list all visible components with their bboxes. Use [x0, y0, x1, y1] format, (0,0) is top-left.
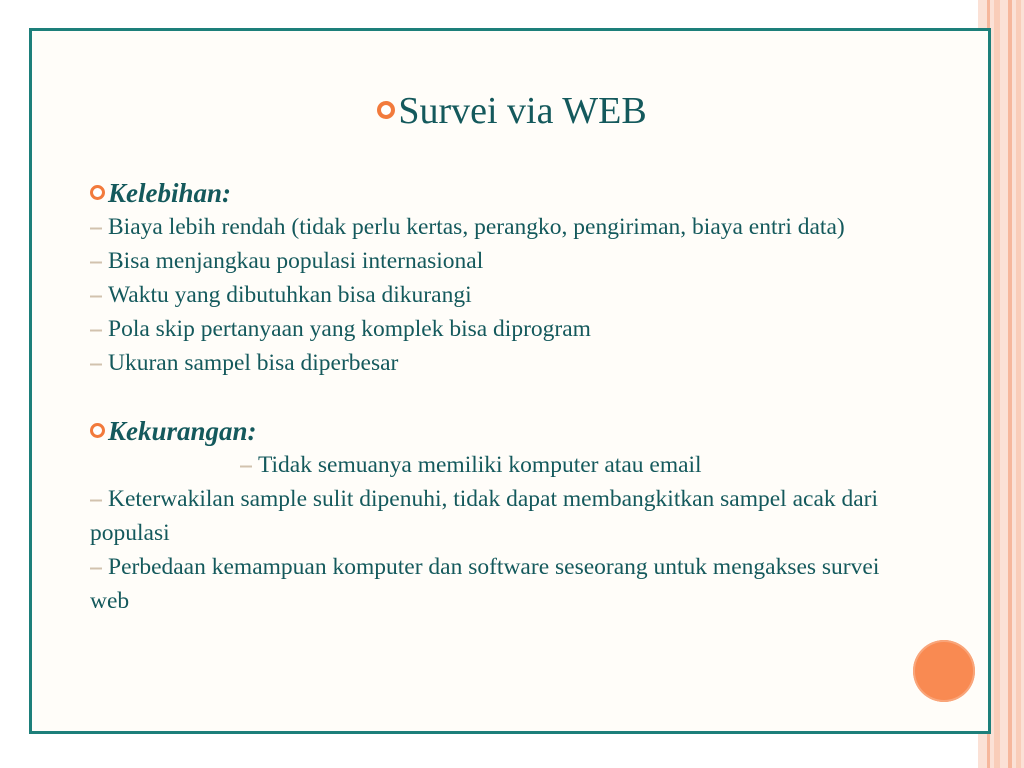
list-item-text: Pola skip pertanyaan yang komplek bisa diprogram	[108, 316, 591, 342]
ring-bullet-icon	[90, 185, 105, 200]
list-item-text: Keterwakilan sample sulit dipenuhi, tidak dapat membangkitkan sampel acak dari populasi	[90, 486, 879, 546]
dash-bullet-icon	[90, 565, 102, 571]
orange-circle-icon	[913, 640, 975, 702]
dash-bullet-icon	[90, 259, 102, 265]
list-item	[90, 346, 910, 380]
section-heading-advantages	[90, 176, 910, 210]
dash-bullet-icon	[90, 327, 102, 333]
section-heading-disadvantages	[90, 414, 910, 448]
section-spacer	[90, 380, 910, 414]
list-item	[90, 448, 910, 482]
dash-bullet-icon	[240, 463, 252, 469]
slide-title	[0, 92, 1024, 130]
list-item-text: Bisa menjangkau populasi internasional	[108, 248, 484, 274]
list-item	[90, 210, 910, 244]
list-item	[90, 482, 910, 550]
dash-bullet-icon	[90, 225, 102, 231]
section-heading-text: Kekurangan:	[108, 416, 257, 446]
list-item-text: Tidak semuanya memiliki komputer atau email	[258, 452, 702, 478]
ring-bullet-icon	[377, 101, 395, 119]
dash-bullet-icon	[90, 361, 102, 367]
dash-bullet-icon	[90, 293, 102, 299]
ring-bullet-icon	[90, 423, 105, 438]
list-item-text: Waktu yang dibutuhkan bisa dikurangi	[108, 282, 472, 308]
list-item	[90, 278, 910, 312]
list-item	[90, 550, 910, 618]
slide-content	[90, 176, 910, 618]
list-item-text: Perbedaan kemampuan komputer dan software seseorang untuk mengakses survei web	[90, 554, 880, 614]
list-item	[90, 312, 910, 346]
dash-bullet-icon	[90, 497, 102, 503]
slide-title-text: Survei via WEB	[398, 90, 647, 132]
list-item-text: Biaya lebih rendah (tidak perlu kertas, perangko, pengiriman, biaya entri data)	[108, 214, 845, 240]
list-item	[90, 244, 910, 278]
list-item-text: Ukuran sampel bisa diperbesar	[108, 350, 399, 376]
section-heading-text: Kelebihan:	[108, 178, 232, 208]
